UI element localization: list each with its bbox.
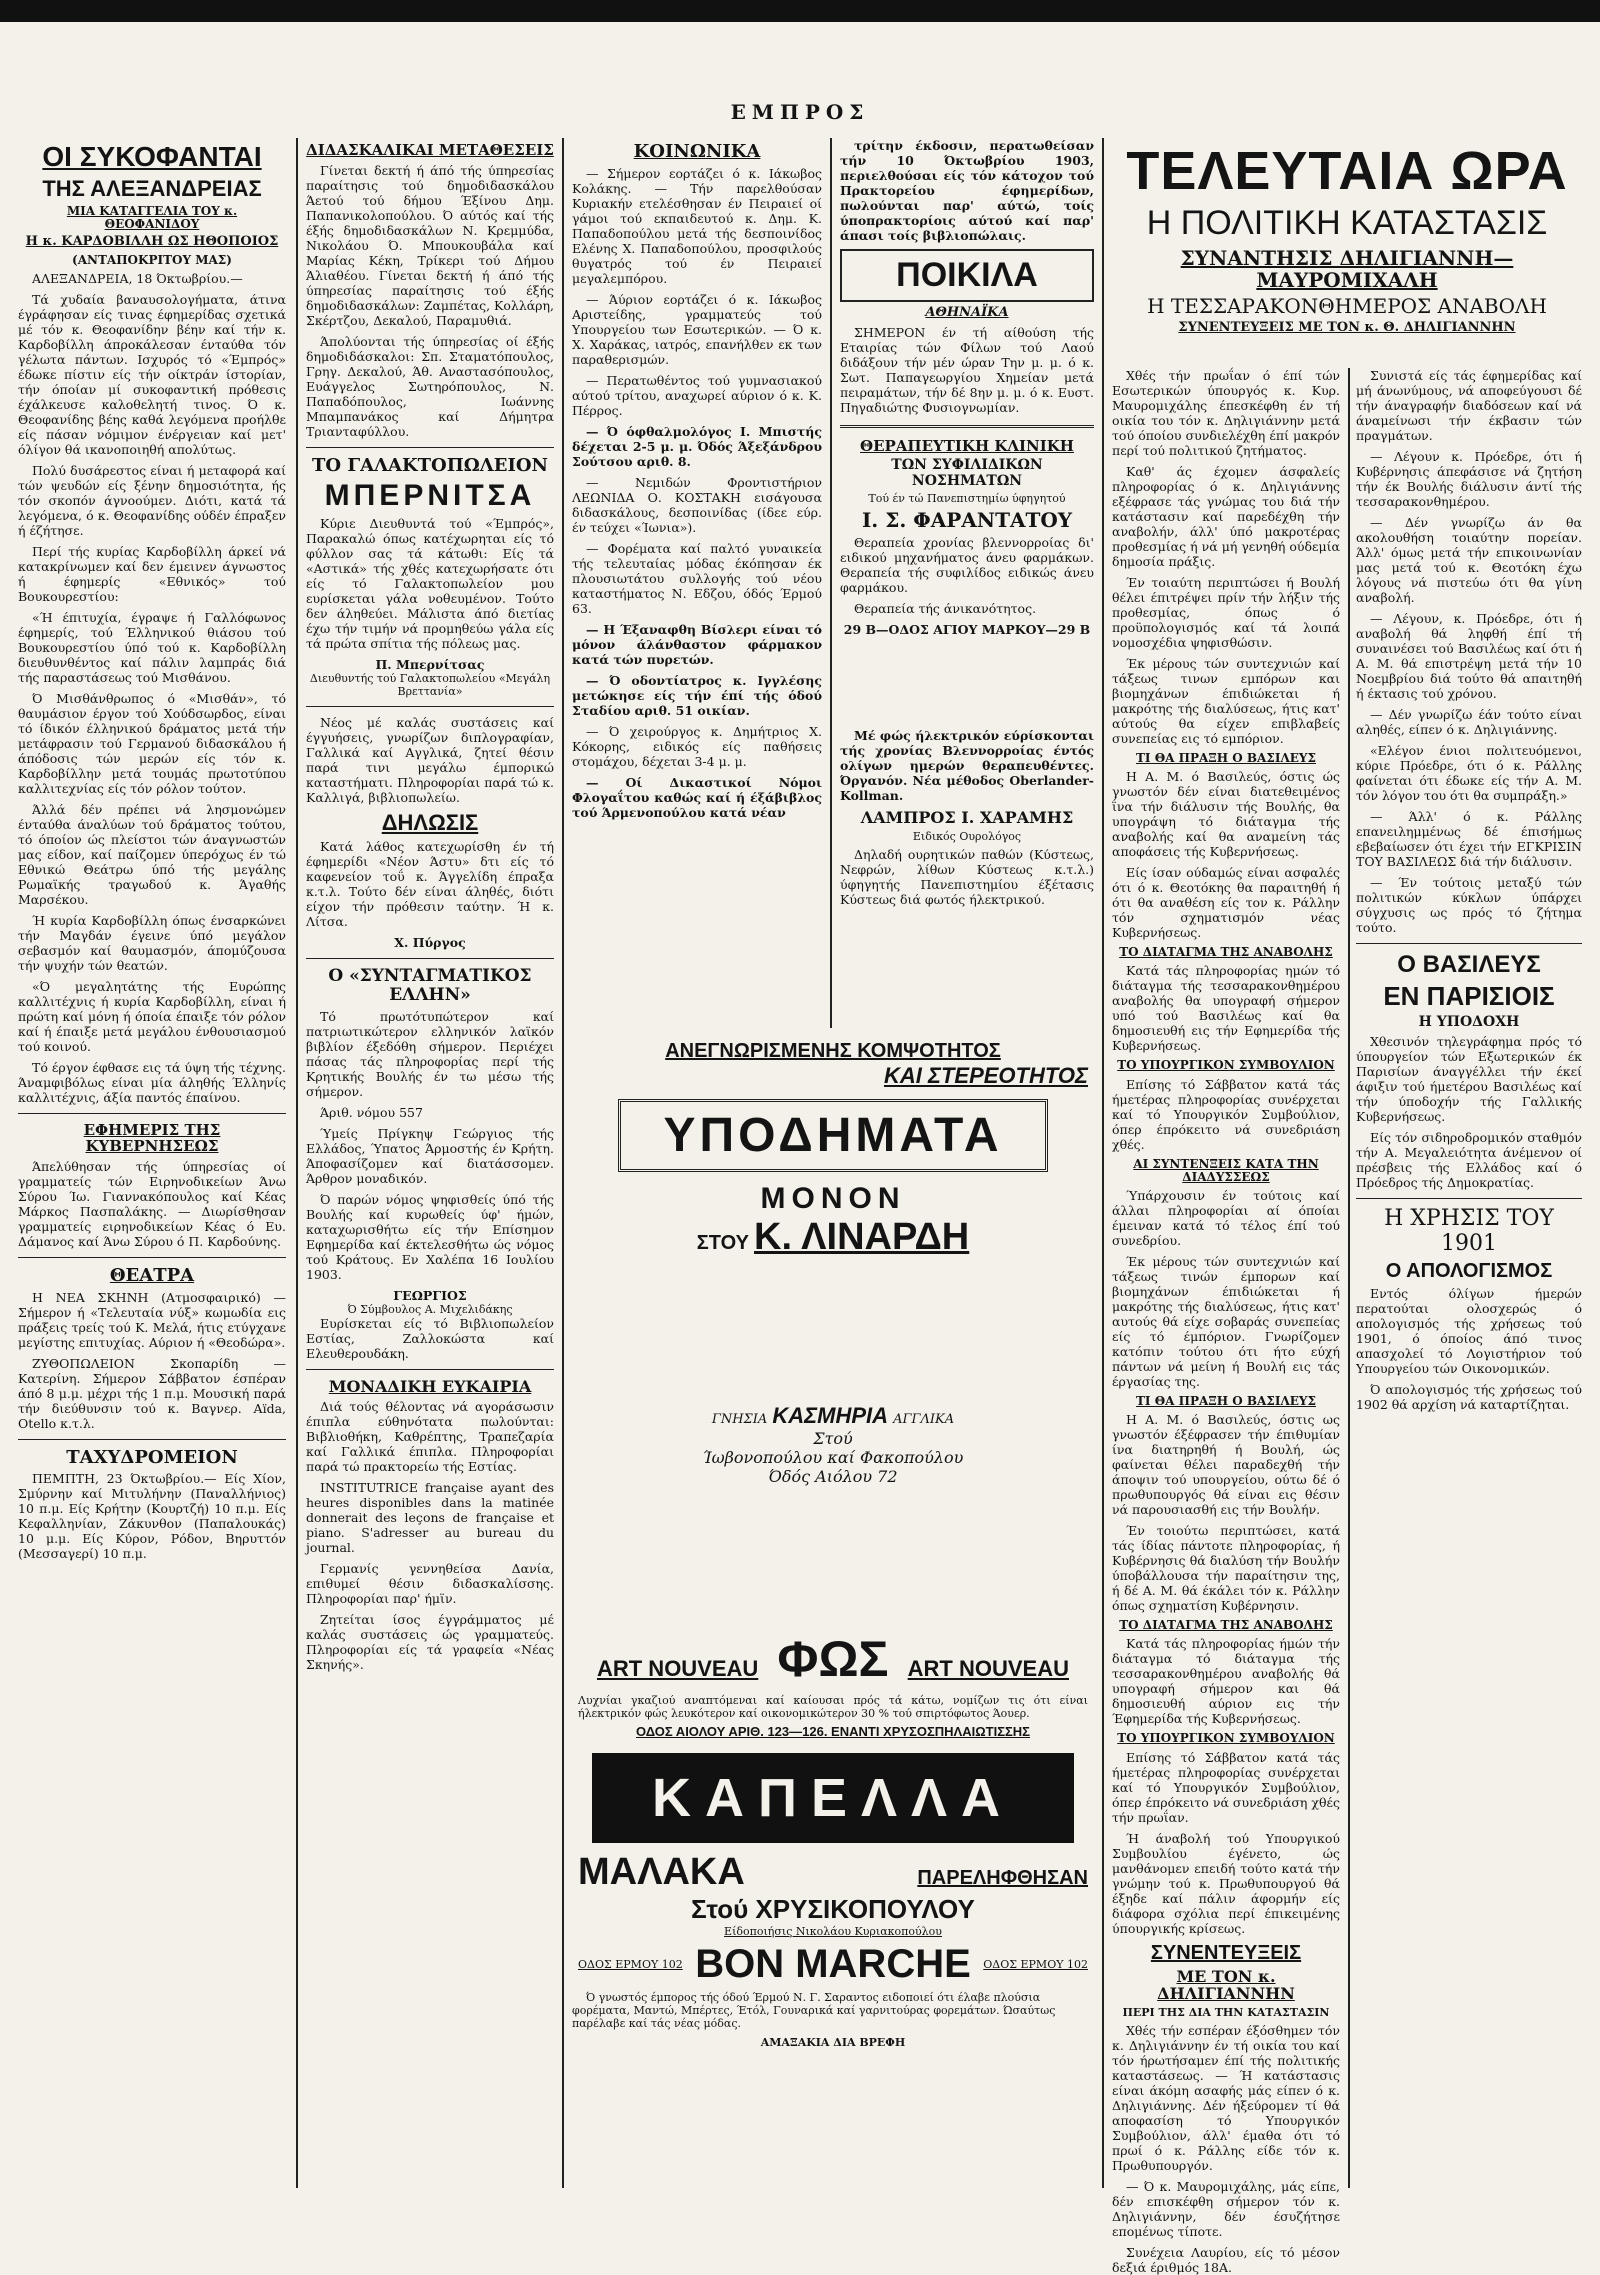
paragraph: — Η Έξαναφθη Βίσλερι είναι τό μόνον άλάνθαστον φάρμακον κατά τών πυρετών. [572, 621, 822, 667]
paragraph: Τά χυδαία βαναυσολογήματα, άτινα έγράφησαν είς τινας έφημερίδας σχετικά μέ τόν κ. Θεοφανίδην βέην καί τήν κ. Καρδοβίλλη άπροκάλεσαν ένταύθα τόν γέλωτα πάντων. Ισχυρός τό «Έμπρός» έδωκε πίστιν είς τήν οίκτράν ίστορίαν, τήν όποίαν μί συκοφαντική πρόθεσις έχάλκευσε καλοθελητή τινος. Ό κ. Θεοφανίδης βέης καθά λεγόμενα προήλθε είς πάσαν νόμιμον ένέργειαν καί μετ' όλίγον θά ικανοποιηθή απολύτως. [18, 291, 286, 457]
paragraph: — Σήμερον εορτάζει ό κ. Ιάκωβος Κολάκης. — Τήν παρελθούσαν Κυριακήν ετελέσθησαν έν Πειραιεί οί γάμοι τού εκπαιδευτού κ. Δημ. Κ. Παπαδοπούλου μετά τής δεσποινίδος Ελένης Χ. Παπαδοπούλου, προσφιλούς θυγατρός τού έν Πειραιεί μεγαλεμπόρου. [572, 165, 822, 286]
hats-ad-notice: Είδοποιήσις Νικολάου Κυριακοπούλου [724, 1925, 942, 1938]
doctor-name: ΛΑΜΠΡΟΣ Ι. ΧΑΡΑΜΗΣ [860, 808, 1074, 827]
ad-footer: ΑΜΑΞΑΚΙΑ ΔΙΑ ΒΡΕΦΗ [760, 2036, 906, 2049]
paragraph: — Οί Δικαστικοί Νόμοι Φλογαΐτου καθώς καί ή έξάβιβλος τού Άρμενοπούλου κατά νέαν [572, 774, 822, 820]
section-subheading: Τού έν τώ Πανεπιστημίω ύφηγητού [868, 491, 1066, 505]
paragraph: — Άλλ' ό κ. Ράλλης επανειλημμένως δέ έπισήμως εβεβαίωσεν ότι έχει τήν ΕΓΚΡΙΣΙΝ ΤΟΥ ΒΑΣΙΛΕΩΣ διά τήν διάλυσιν. [1356, 809, 1582, 869]
paragraph: Η Α. Μ. ό Βασιλεύς, όστις ώς γνωστόν δέν είναι διατεθειμένος ΐνα τήν διάλυσιν τής Βουλής, θα υπογράψη τό διάταγμα τής αναβολής καί θα αναμείνη τάς αποφάσεις τής Κυβερνήσεως. [1112, 769, 1340, 860]
section-heading: ΤΙ ΘΑ ΠΡΑΞΗ Ο ΒΑΣΙΛΕΥΣ [1136, 1393, 1316, 1408]
column-rule [562, 138, 564, 2188]
paragraph: «Ελέγον ένιοι πολιτευόμενοι, κύριε Πρόεδρε, ότι ό κ. Ράλλης φαίνεται ότι έδωκε είς τήν Α. Μ. τόν λόγον του ότι θα συμπράξη.» [1356, 743, 1582, 803]
paragraph: Κατά τάς πληροφορίας ημών τό διάταγμα τής τεσσαρακονθημέρου αναβολής θα υπογραφή σήμερον υπό τού Βασιλέως καί θα δημοσιευθή εις τήν Εφημερίδα τής Κυβερνήσεως. [1112, 963, 1340, 1054]
paragraph: — Έν τούτοις μεταξύ τών πολιτικών κύκλων ύπάρχει σύγχυσις ως πρός τό ζήτημα τούτο. [1356, 875, 1582, 935]
paragraph: Ό παρών νόμος ψηφισθείς ύπό τής Βουλής καί κυρωθείς ύφ' ήμών, καταχωρισθήτω είς τήν Επίσημον Εφημερίδα καί έκτελεσθήτω ώς νόμος τού Κράτους. Εν Χαλέπα 16 Ιουλίου 1903. [306, 1191, 554, 1282]
paragraph: Έν τοιαύτη περιπτώσει ή Βουλή θέλει έπιτρέψει πρίν τήν λήξιν τής προθεσμίας, όπως ό προϋπολογισμός καί τά λοιπά νομοσχέδια ψηφισθώσιν. [1112, 575, 1340, 650]
paragraph: «Ό μεγαλητάτης τής Ευρώπης καλλιτέχνις ή κυρία Καρδοβίλλη, είναι ή πρώτη καί μόνη ή όποία έπαιξε τόν ρόλον καί ή έπαιξε μετά μεγάλου ένθουσιασμού τού κοινού. [18, 978, 286, 1054]
paragraph: — Νεμιδών Φροντιστήριον ΛΕΩΝΙΔΑ Ο. ΚΟΣΤΑΚΗ εισάγουσα διδασκάλους, δεσποινίδας (ίδεε εύρ. έν τεύχει «Ίωνια»). [572, 474, 822, 535]
paragraph: Άλλά δέν πρέπει νά λησμονώμεν ένταύθα άναλύων τού δράματος τούτου, τό όποίον ώς πλείστοι τών άναγνωστών μας είδον, καί παίζομεν ύπερόχως έν τώ Εθνικώ Θεάτρω ύπό τής μεγάλης Ρωμαϊκής τραγωδού κ. Άγαθής Μαρσέκου. [18, 801, 286, 907]
section-heading: ΤΟ ΥΠΟΥΡΓΙΚΟΝ ΣΥΜΒΟΥΛΙΟΝ [1117, 1058, 1335, 1073]
column-5-header [1112, 138, 1582, 368]
paragraph: Άπελύθησαν τής ύπηρεσίας οί γραμματείς τών Ειρηνοδικείων Άνω Σύρου Ίω. Γιαννακόπουλος καί Κέας Μάρκος Πασπαλάκης. — Διωρίσθησαν γραμματείς ειρηνοδικείων Κέας ό Ευ. Δάμανος καί Άνω Σύρου ό Π. Καρδούνης. [18, 1158, 286, 1249]
section-heading: ΘΕΑΤΡΑ [109, 1264, 195, 1286]
paragraph: Κατά λάθος κατεχωρίσθη έν τή έφημερίδι «Νέον Άστυ» δτι είς τό καφενείον τοΰ κ. Άγγελίδη έπραξα κ.τ.λ. Τούτο δέν είναι άληθές, διότι είχον τήν πρόθεσιν ταύτην. Ή κ. Λίτσα. [306, 839, 554, 930]
paragraph: Ζητείται ίσος έγγράμματος μέ καλάς συστάσεις ώς γραμματεύς. Πληροφορίαι είς τά γραφεία «Νέας Σκηνής». [306, 1612, 554, 1673]
doctor-name: Ι. Σ. ΦΑΡΑΝΤΑΤΟΥ [861, 508, 1073, 533]
paragraph: Η ΝΕΑ ΣΚΗΝΗ (Ατμοσφαιρικό) — Σήμερον ή «Τελευταία νύξ» κωμωδία εις πράξεις τρείς τού Κ. Μελά, ήτις ετύγχανε μεγίστης επιτυχίας. Αύριον ή «Θεοδώρα». [18, 1289, 286, 1350]
column-2 [306, 138, 554, 2188]
breaking-headline: ΤΕΛΕΥΤΑΙΑ ΩΡΑ [1126, 141, 1568, 201]
paragraph: Τό πρωτότυπώτερον καί πατριωτικώτερον ελληνικόν λαϊκόν βιβλίον έξεδόθη σήμερον. Περιέχει πάσας τάς πληροφορίας περί τής Κρητικής Βουλής έν τω μέσω τής σήμερον. [306, 1008, 554, 1099]
hats-ad-store: Στού ΧΡΥΣΙΚΟΠΟΥΛΟΥ [691, 1894, 975, 1924]
paragraph: Έκ μέρους τών συντεχνιών καί τάξεως τινων εμπόρων και βιομηχάνων έπιδιώκεται ή μακρότης τής διαλύσεως, ήτις κατ' αύτούς θα είχεν επιβλαβείς συνεπείας εις τό εμπόριον. [1112, 656, 1340, 746]
paragraph: ΖΥΘΟΠΩΛΕΙΟΝ Σκοπαρίδη — Κατερίνη. Σήμερον Σάββατον έσπέραν άπό 8 μ.μ. μέχρι τής 1 π.μ. Μουσική παρά τήν διεύθυνσιν τού κ. Βαγνερ. Aïda, Otello κ.τ.λ. [18, 1355, 286, 1431]
advertisement-block [572, 1028, 1094, 2188]
signature: Π. Μπερνίτσας [375, 657, 485, 673]
newspaper-page [18, 128, 1582, 2275]
section-heading: ΔΗΛΩΣΙΣ [381, 810, 479, 836]
paragraph: Τό έργον έφθασε εις τά ύψη τής τέχνης. Άναμφιβόλως είναι μία άληθής Έλληνίς καλλιτέχνις, άξία παντός έπαίνου. [18, 1059, 286, 1105]
signature: ΓΕΩΡΓΙΟΣ [393, 1287, 467, 1303]
section-heading: ΚΟΙΝΩΝΙΚΑ [633, 141, 761, 162]
paragraph: Άριθ. νόμου 557 [320, 1104, 423, 1120]
paragraph: — Περατωθέντος τού γυμνασιακού αύτού τρίτου, αναχωρεί αύριον ό κ. Κ. Πέρρος. [572, 372, 822, 418]
hats-ad-banner: ΚΑΠΕΛΛΑ [592, 1753, 1074, 1843]
paragraph: — Δέν γνωρίζω άν θα ακολουθήση τοιαύτην πορείαν. Άλλ' όμως μετά τήν επικοινωνίαν μας μετά τού κ. Θεοτόκη έχω λόγους νά πιστεύω ότι θα γίνη αναβολή. [1356, 515, 1582, 605]
masthead-title: ΕΜΠΡΟΣ [730, 100, 870, 124]
hats-ad-line: ΜΑΛΑΚΑ ΠΑΡΕΛΗΦΘΗΣΑΝ [578, 1851, 1088, 1893]
paragraph: — Άύριον εορτάζει ό κ. Ιάκωβος Αριστείδης, γραμματεύς τού Υπουργείου των Εσωτερικών. — Ό κ. Χ. Χαράκας, ιατρός, επανήλθεν εκ των παραθερισμών. [572, 291, 822, 367]
section-heading: Ο ΑΠΟΛΟΓΙΣΜΟΣ [1385, 1259, 1553, 1282]
paragraph: Έκ μέρους τών συντεχνιών καί τάξεως τινών έμπορων καί βιομηχάνων έπιδιώκεται ή μακρότης τής διαλύσεως, ήτις κατ' αυτούς θά είχε σοβαράς συνεπείας είς τό έμπόριον. Γνωρίζομεν κατόπιν τούτου ότι ήτο εύχή πάντων νά μείνη ή Βουλή εις τάς έργασίας της. [1112, 1253, 1340, 1389]
paragraph: Είς τόν σιδηροδρομικόν σταθμόν τήν Α. Μεγαλειότητα άνέμενον οί πρέσβεις τής Ελλάδος καί ό Πρόεδρος τής Δημοκρατίας. [1356, 1130, 1582, 1191]
paragraph: ΣΗΜΕΡΟΝ έν τή αίθούση τής Εταιρίας τών Φίλων τού Λαού διδάξουν τήν μέν ώραν Την μ. μ. ό κ. Σωτ. Παπαγεωργίου Χημείαν μετά πειραμάτων, τήν δέ 8ην μ. μ. ό κ. Ευστ. Πηγαδιώτης Φυσιογνωμίαν. [840, 324, 1094, 415]
paragraph: — Φορέματα καί παλτό γυναικεία τής τελευταίας μόδας έκόπησαν έκ πλουσιωτάτου συλλογής τού νέου καταστήματος Ν. Εδζου, όδός Έρμού 63. [572, 540, 822, 616]
section-heading: ΤΟ ΔΙΑΤΑΓΜΑ ΤΗΣ ΑΝΑΒΟΛΗΣ [1119, 945, 1333, 960]
paragraph: Κατά τάς πληροφορίας ήμών τήν διάταγμα τό διάταγμα τής τεσσαρακονθημέρου αναβολής θά υπογραφή σήμερον και θά δημοσιευθή αύριον εις τήν Έφημερίδα τής Κυβερνήσεως. [1112, 1636, 1340, 1727]
paragraph: Ευρίσκεται είς τό Βιβλιοπωλείον Εστίας, Ζαλλοκώστα καί Ελευθερουδάκη. [306, 1315, 554, 1361]
kashmir-ad: ΓΝΗΣΙΑ ΚΑΣΜΗΡΙΑ ΑΓΓΛΙΚΑ Στού Ίωβονοπούλου καί Φακοπούλου Όδός Αιόλου 72 [702, 1403, 964, 1486]
paragraph: — Ό χειρούργος κ. Δημήτριος Χ. Κόκορης, ειδικός είς παθήσεις στομάχου, δέχεται 3-4 μ. μ. [572, 723, 822, 769]
article-subtitle: ΤΗΣ ΑΛΕΞΑΝΔΡΕΙΑΣ [42, 175, 262, 201]
section-heading: ΘΕΡΑΠΕΥΤΙΚΗ ΚΛΙΝΙΚΗ [860, 436, 1074, 455]
signature: Χ. Πύργος [394, 935, 466, 951]
paragraph: Δηλαδή ουρητικών παθών (Κύστεως, Νεφρών, λίθων Κύστεως κ.τ.λ.) ύφηγητής Πανεπιστημίου έξέτασις Κύστεως διά φωτός ήλεκτρικού. [840, 846, 1094, 907]
paragraph: Συνιστά είς τάς έφημερίδας καί μή άνωνύμους, νά αποφεύγουσι δέ τήν άναγραφήν διαδόσεων καί νά άναμείνωσι τήν έκβασιν τών πραγμάτων. [1356, 368, 1582, 443]
subheadline: ΣΥΝΕΝΤΕΥΞΕΙΣ ΜΕ ΤΟΝ κ. Θ. ΔΗΛΙΓΙΑΝΝΗΝ [1178, 319, 1516, 335]
address: 29 Β—ΟΔΟΣ ΑΓΙΟΥ ΜΑΡΚΟΥ—29 Β [843, 622, 1091, 638]
paragraph: Ή άναβολή τού Υπουργικού Συμβουλίου έγένετο, ώς μανθάνομεν επειδή τούτο κατά τήν γνώμην τού κ. Πρωθυπουργού θά έξηδε καί πάλιν άφορμήν είς διάφορα σχόλια περί έπικειμένης ύπουργικής κρίσεως. [1112, 1830, 1340, 1936]
paragraph: Ύπάρχουσιν έν τούτοις καί άλλαι πληροφορίαι αί όποίαι έμειναν κατά τό τέλος έπί τού συνεδρίου. [1112, 1187, 1340, 1248]
headline: Η ΠΟΛΙΤΙΚΗ ΚΑΤΑΣΤΑΣΙΣ [1146, 204, 1548, 243]
section-heading: ΤΟ ΥΠΟΥΡΓΙΚΟΝ ΣΥΜΒΟΥΛΙΟΝ [1117, 1731, 1335, 1746]
paragraph: — Ό οδοντίατρος κ. Ιγγλέσης μετώκησε είς τήν έπί τής όδού Σταδίου αριθ. 51 οικίαν. [572, 672, 822, 718]
section-subheading: Η ΥΠΟΔΟΧΗ [1418, 1013, 1520, 1030]
paragraph: — Δέν γνωρίζω έάν τούτο είναι αληθές, είπεν ό κ. Δηλιγιάννης. [1356, 707, 1582, 737]
article-title: ΟΙ ΣΥΚΟΦΑΝΤΑΙ [42, 141, 262, 172]
paragraph: Ή κυρία Καρδοβίλλη όπως ένσαρκώνει τήν Μαγδάν έγεινε ύπό μεγάλον σεβασμόν καί θαυμασμόν, άπομύζουσα τήν ψυχήν τών θεατών. [18, 912, 286, 973]
section-heading: ΤΟ ΔΙΑΤΑΓΜΑ ΤΗΣ ΑΝΑΒΟΛΗΣ [1119, 1618, 1333, 1633]
paragraph: Χθεσινόν τηλεγράφημα πρός τό ύπουργείον τών Εξωτερικών έκ Παρισίων άναγγέλλει τήν έκεί άφιξιν τού ήμετέρου Βασιλέως καί τήν ύποδοχήν τής Γαλλικής Κυβερνήσεως. [1356, 1034, 1582, 1125]
section-subheading: ΑΘΗΝΑΪΚΑ [925, 305, 1009, 321]
section-heading: Ο ΒΑΣΙΛΕΥΣ [1397, 951, 1541, 978]
paragraph: Ό Μισθάνθρωπος ό «Μισθάν», τό θαυμάσιον έργον τού Χούδσωρδος, είναι τό ίδικόν έλληνικού δράματος μετά τήν μετάφρασιν τού Γερμανού διδασκάλου ή άπόδοσις τών μερών είς τόν κ. Καρδοβίλλην μετά τουμάς πρωτοτύπου καλλιτεχνίας είς τόν ρόλον τούτον. [18, 690, 286, 796]
column-rule [1348, 368, 1350, 2188]
section-heading: ΔΙΔΑΣΚΑΛΙΚΑΙ ΜΕΤΑΘΕΣΕΙΣ [306, 141, 554, 159]
paragraph: Γερμανίς γεννηθείσα Δανία, επιθυμεί θέσιν διδασκαλίσσης. Πληροφορίαι παρ' ήμϊν. [306, 1561, 554, 1607]
paragraph: Εντός όλίγων ήμερών περατούται ολοσχερώς ό απολογισμός τής χρήσεως τού 1901, ό όποίος άπό τινος απασχολεί τό Λογιστήριον τού Υπουργείου τών Οικονομικών. [1356, 1285, 1582, 1376]
signature-title: Διευθυντής τού Γαλακτοπωλείου «Μεγάλη Βρεττανία» [309, 672, 551, 699]
paragraph: Είς ίσαν ούδαμώς είναι ασφαλές ότι ό κ. Θεοτόκης θα παραιτηθή ή ότι θα αναθέση είς τον κ. Ράλλην τόν σχηματισμόν νέας Κυβερνήσεως. [1112, 865, 1340, 941]
section-heading: Η ΧΡΗΣΙΣ ΤΟΥ 1901 [1384, 1206, 1554, 1256]
section-heading: ΣΥΝΕΝΤΕΥΞΕΙΣ [1150, 1941, 1302, 1964]
paragraph: INSTITUTRICE française ayant des heures disponibles dans la matinée donnerait des leçons de française et piano. S'adresser au bureau du journal. [306, 1480, 554, 1556]
shoes-ad: ΑΝΕΓΝΩΡΙΣΜΕΝΗΣ ΚΟΜΨΟΤΗΤΟΣ ΚΑΙ ΣΤΕΡΕΟΤΗΤΟΣ ΥΠΟΔΗΜΑΤΑ ΜΟΝΟΝ ΣΤΟΥ Κ. ΛΙΝΑΡΔΗ [572, 1034, 1094, 1265]
column-1 [18, 138, 286, 2188]
section-heading: ΜΟΝΑΔΙΚΗ ΕΥΚΑΙΡΙΑ [328, 1376, 532, 1396]
paragraph: — Λέγουν κ. Πρόεδρε, ότι ή Κυβέρνησις άπεφάσισε νά ζητήση τήν έκ Βουλής διάλυσιν άντί τής τεσσαρακονθημέρου. [1356, 449, 1582, 509]
top-black-bar [0, 0, 1600, 22]
paragraph: — Ό όφθαλμολόγος Ι. Μπιστής δέχεται 2-5 μ. μ. Όδός Άξεξάνδρου Σούτσου αριθ. 8. [572, 423, 822, 469]
section-heading-large: ΜΠΕΡΝΙΤΣΑ [324, 479, 536, 513]
section-heading: ΤΟ ΓΑΛΑΚΤΟΠΩΛΕΙΟΝ [312, 454, 548, 476]
article-subheading: ΜΙΑ ΚΑΤΑΓΓΕΛΙΑ ΤΟΥ κ. ΘΕΟΦΑΝΙΔΟΥ [66, 203, 238, 232]
paragraph: Καθ' άς έχομεν άσφαλείς πληροφορίας ό κ. Δηλιγιάννης εξέφρασε τάς γνώμας του διά τήν κατάστασιν καί παρεδέχθη τήν αναβολήν, άλλ' ύπό μακροτέρας προθεσμίας ή νά μή γενηθή ούδεμία δημοσία πράξις. [1112, 464, 1340, 569]
paragraph: Χθές τήν πρωΐαν ό έπί τών Εσωτερικών ύπουργός κ. Κυρ. Μαυρομιχάλης έπεσκέφθη έν τή οικία του τόν κ. Δηλιγιάννην μετά τού όποίου συνδιελέχθη έπί μακρόν περί τού πολιτικού ζητήματος. [1112, 368, 1340, 458]
section-heading: ΕΝ ΠΑΡΙΣΙΟΙΣ [1383, 981, 1555, 1012]
article-byline: (ΑΝΤΑΠΟΚΡΙΤΟΥ ΜΑΣ) [72, 252, 232, 267]
section-heading: ΠΟΙΚΙΛΑ [840, 249, 1094, 302]
paragraph: Η Α. Μ. ό Βασιλεύς, όστις ως γνωστόν έξέφρασεν τήν έπιθυμίαν ίνα διατηρηθή ή Βουλή, ώς φαίνεται θέλει παραδεχθή τήν άποψιν τού υπουργείου, ούτω δέ ό πρωθυπουργός θά είναι εις θέσιν νά παρουσιασθή εις τήν Βουλήν. [1112, 1412, 1340, 1518]
paragraph: Μέ φώς ήλεκτρικόν εύρίσκονται τής χρονίας Βλεννορροίας έντός ολίγων ημερών θεραπευθέντες. Όργανόν. Νέα μέθοδος Oberlander-Kollman. [840, 728, 1094, 803]
paragraph: Κύριε Διευθυντά τού «Έμπρός», Παρακαλώ όπως κατέχωρηται είς τό φύλλον σας τά κάτωθι: Είς τά «Αστικά» τής χθές κατεχωρήσατε ότι είς τό Γαλακτοπωλείον μου ευρίσκεται γάλα νοθευμένον. Τούτο δεν άληθεύει. Μάλιστα άπό διετίας έχω τήν τιμήν νά προμηθεύω γάλα είς τά πρώτα σπίτια τής πόλεως μας. [306, 516, 554, 652]
column-rule [296, 138, 298, 2188]
section-heading: ΤΑΧΥΔΡΟΜΕΙΟΝ [66, 1446, 238, 1468]
paragraph: Ό γνωστός έμπορος τής όδού Έρμού Ν. Γ. Σαραντος ειδοποιεί ότι έλαβε πλούσια φορέματα, Μαντώ, Μπέρτες, Έτόλ, Γουναρικά καί γαρνιτούρας φορεμάτων. Ώσαύτως παρέλαβε καί τάς νέας μόδας. [572, 1991, 1056, 2030]
subheadline: Η ΤΕΣΣΑΡΑΚΟΝΘΗΜΕΡΟΣ ΑΝΑΒΟΛΗ [1147, 293, 1547, 318]
paragraph: Άπολύονται τής ύπηρεσίας οί έξής δημοδιδάσκαλοι: Σπ. Σταματόπουλος, Γρηγ. Δεκαλού, Άθ. Αναστασόπουλος, Ευάγγελος Σωτηρόπουλος, Ν. Παπαδόπουλος, Ιωάννης Μπαμπανάκος καί Δήμητρα Τριανταφύλλου. [306, 333, 554, 439]
column-rule [1102, 138, 1104, 2188]
paragraph: Χθές τήν εσπέραν έξόσθημεν τόν κ. Δηλιγιάννην έν τή οικία του καί τόν ήρωτήσαμεν έπί τής πολιτικής καταστάσεως. — Ή κατάστασις είναι άκόμη ασαφής μάς είπεν ό κ. Δηλιγιάννης. Δέν ήξεύρομεν τί θά αποφασίση τό Υπουργικόν Συμβούλιον, άλλ' έμαθα ότι τό πρωί ό κ. Ράλλης είδε τόν κ. Πρωθυπουργόν. [1112, 2022, 1340, 2173]
bon-marche-ad: ΟΔΟΣ ΕΡΜΟΥ 102 BON MARCHE ΟΔΟΣ ΕΡΜΟΥ 102 [578, 1942, 1088, 1986]
paragraph: ΠΕΜΠΤΗ, 23 Όκτωβρίου.— Είς Χίον, Σμύρνην καί Μιτυλήνην (Παναλλήνιος) 10 π.μ. Είς Κρήτην (Κουρτζή) 10 π.μ. Είς Κεφαλληνίαν, Ζάκυνθον (Παπαλουκάς) 10 μ.μ. Είς Κύρον, Ρόδον, Βηρυττόν (Μεσσαγερί) 10 π.μ. [18, 1471, 286, 1562]
paragraph: Έν τοιούτω περιπτώσει, κατά τάς ίδίας πάντοτε πληροφορίας, ή Κυβέρνησις θά διαλύση τήν Βουλήν ύποβάλλουσα τήν παραίτησιν της, ή δέ Α. Μ. θά έκάλει τόν κ. Ράλλην όπως σχηματίση Κυβέρνησιν. [1112, 1523, 1340, 1614]
section-subheading: ΠΕΡΙ ΤΗΣ ΔΙΑ ΤΗΝ ΚΑΤΑΣΤΑΣΙΝ [1122, 2005, 1330, 2019]
paragraph: τρίτην έκδοσιν, περατωθείσαν τήν 10 Όκτωβρίου 1903, περιελθούσαι είς τόν κάτοχον τού Πρακτορείου έφημερίδων, πωλούνται παρ' αύτώ, τοίς ύποπρακτορίοις αύτού καί παρ' άπασι τοίς βιβλιοπώλαις. [840, 138, 1094, 243]
column-5-left [1112, 368, 1340, 2275]
paragraph: Διά τούς θέλοντας νά αγοράσωσιν έπιπλα εύθηνότατα πωλούνται: Βιβλιοθήκη, Καθρέπτης, Τραπεζαρία καί Γαλλικά έπιπλα. Πληροφορίαι παρά τώ πρακτορείω τής Εστίας. [306, 1399, 554, 1475]
section-heading: ΤΙ ΘΑ ΠΡΑΞΗ Ο ΒΑΣΙΛΕΥΣ [1136, 751, 1316, 765]
article-subheading: Η κ. ΚΑΡΔΟΒΙΛΛΗ ΩΣ ΗΘΟΠΟΙΟΣ [25, 234, 279, 250]
paragraph: Νέος μέ καλάς συστάσεις καί έγγυήσεις, γνωρίζων διπλογραφίαν, Γαλλικά καί Αγγλικά, ζητεί θέσιν παρά τινι μεγάλω έμπορικώ καταστήματι. Πληροφορίαι παρά τώ κ. Καλλιγά, βιβλιοπωλείω. [306, 715, 554, 806]
paragraph: Πολύ δυσάρεστος είναι ή μεταφορά καί τών ψευδών είς ξένην δημοσιότητα, ής τόν σκοπόν άγνοούμεν. Διότι, κατά τά λεγόμενα, ό κ. Θεοφανίδης ούδέν έπραξεν ή έζήτησε. [18, 462, 286, 538]
paragraph: Ό απολογισμός τής χρήσεως τού 1902 θά αρχίση νά καταρτίζηται. [1356, 1381, 1582, 1412]
section-heading: Ο «ΣΥΝΤΑΓΜΑΤΙΚΟΣ ΕΛΛΗΝ» [328, 966, 532, 1006]
section-heading: ΕΦΗΜΕΡΙΣ ΤΗΣ ΚΥΒΕΡΝΗΣΕΩΣ [83, 1120, 221, 1156]
paragraph: Θεραπεία τής άνικανότητος. [854, 601, 1037, 617]
dateline: ΑΛΕΞΑΝΔΡΕΙΑ, 18 Όκτωβρίου.— [32, 270, 243, 286]
signature-title: Ό Σύμβουλος Α. Μιχελιδάκης [347, 1302, 513, 1316]
art-nouveau-ad: ART NOUVEAU ΦΩΣ ART NOUVEAU Λυχνίαι γκαζιού αναπτόμεναι καί καίουσαι πρός τά κάτω, νομίζων τις ότι είναι ήλεκτρικόν φώς λευκότερον καί οικονομικώτερον 30 % τού σπιρτόφωτος Άουερ. ΟΔΟΣ ΑΙΟΛΟΥ ΑΡΙΘ. 123—126. ΕΝΑΝΤΙ ΧΡΥΣΟΣΠΗΛΑΙΩΤΙΣΣΗΣ [578, 1631, 1088, 1739]
column-5-right [1356, 368, 1582, 2188]
paragraph: Επίσης τό Σάββατον κατά τάς ήμετέρας πληροφορίας συνέρχεται καί τό Υπουργικόν Συμβούλιον, όπερ έπρόκειτο νά συνεδριάση χθές. [1112, 1076, 1340, 1152]
column-4-mid [840, 728, 1094, 1028]
subheadline: ΣΥΝΑΝΤΗΣΙΣ ΔΗΛΙΓΙΑΝΝΗ—ΜΑΥΡΟΜΙΧΑΛΗ [1180, 245, 1514, 292]
section-heading: ΑΙ ΣΥΝΤΕΝΞΕΙΣ ΚΑΤΑ ΤΗΝ ΔΙΑΔΥΣΣΕΩΣ [1133, 1156, 1319, 1184]
paragraph: — Λέγουν, κ. Πρόεδρε, ότι ή αναβολή θά ληφθή έπί τή συναινέσει τού Βασιλέως καί ότι ή Α. Μ. θά επιστρέψη μετά τήν 10 Νοεμβρίου διά τούτο θά απαιτηθή ή έκτασις τού χρόνου. [1356, 611, 1582, 701]
paragraph: Επίσης τό Σάββατον κατά τάς ήμετέρας πληροφορίας συνέρχεται καί τό Υπουργικόν Συμβούλιον, όπερ έπρόκειτο νά συνεδριάση χθές τήν πρωΐαν. [1112, 1749, 1340, 1825]
paragraph: Ύμείς Πρίγκηψ Γεώργιος τής Ελλάδος, Ύπατος Άρμοστής έν Κρήτη. Άποφασίζομεν καί διατάσσομεν. Άρθρον μοναδικόν. [306, 1125, 554, 1186]
paragraph: Γίνεται δεκτή ή άπό τής ύπηρεσίας παραίτησις τού δημοδιδασκάλου Άετού τού δήμου Έξίνου Δημ. Παπανικολοπούλου. Ό αύτός καί τής έξής δημοδιδασκάλων Ν. Κρεμμύδα, Νικολάου Ό. Μπουκουβάλα καί Μαρίας Κέκη, Τρίκερι τού Δήμου Άλιαθέου. Γίνεται δεκτή ή άπό τής ύπηρεσίας παραίτησις τού έξής δημοδιδασκάλων: Ζαμπέτας, Κολλάρη, Σκέρτζου, Δεκαλού, Παραμυθιά. [306, 162, 554, 328]
paragraph: «Ή έπιτυχία, έγραψε ή Γαλλόφωνος έφημερίς, τού Έλληνικού θιάσου τού Βουκουρεστίου ύπό τού κ. Καρδοβίλλη διευθυνθέντος καί πάλιν λαμπράς διά τής παραστάσεως τού Μισθάνου. [18, 609, 286, 685]
paragraph: Θεραπεία χρονίας βλεννορροίας δι' ειδικού μηχανήματος άνευ φαρμάκων. Θεραπεία τής συφιλίδος ειδικώς άνευ φαρμάκου. [840, 535, 1094, 596]
paragraph: Συνέχεια Λαυρίου, είς τό μέσον δεξιά έριθμός 18Α. [1112, 2244, 1340, 2275]
paragraph: Περί τής κυρίας Καρδοβίλλη άρκεί νά κατακρίνωμεν καί δεν έμεινεν άγνωστος ή έφημερίς «Εθνικός» τού Βουκουρεστίου: [18, 543, 286, 604]
section-subheading: Ειδικός Ουρολόγος [912, 829, 1022, 843]
paragraph: — Ό κ. Μαυρομιχάλης, μάς είπε, δέν επισκέφθη σήμερον τόν κ. Δηλιγιάννην, δέν έσυζήτησε επομένως τίποτε. [1112, 2178, 1340, 2239]
section-subheading: ΜΕ ΤΟΝ κ. ΔΗΛΙΓΙΑΝΝΗΝ [1157, 1966, 1295, 2004]
section-subheading: ΤΩΝ ΣΥΦΙΛΙΔΙΚΩΝ ΝΟΣΗΜΑΤΩΝ [891, 457, 1043, 489]
